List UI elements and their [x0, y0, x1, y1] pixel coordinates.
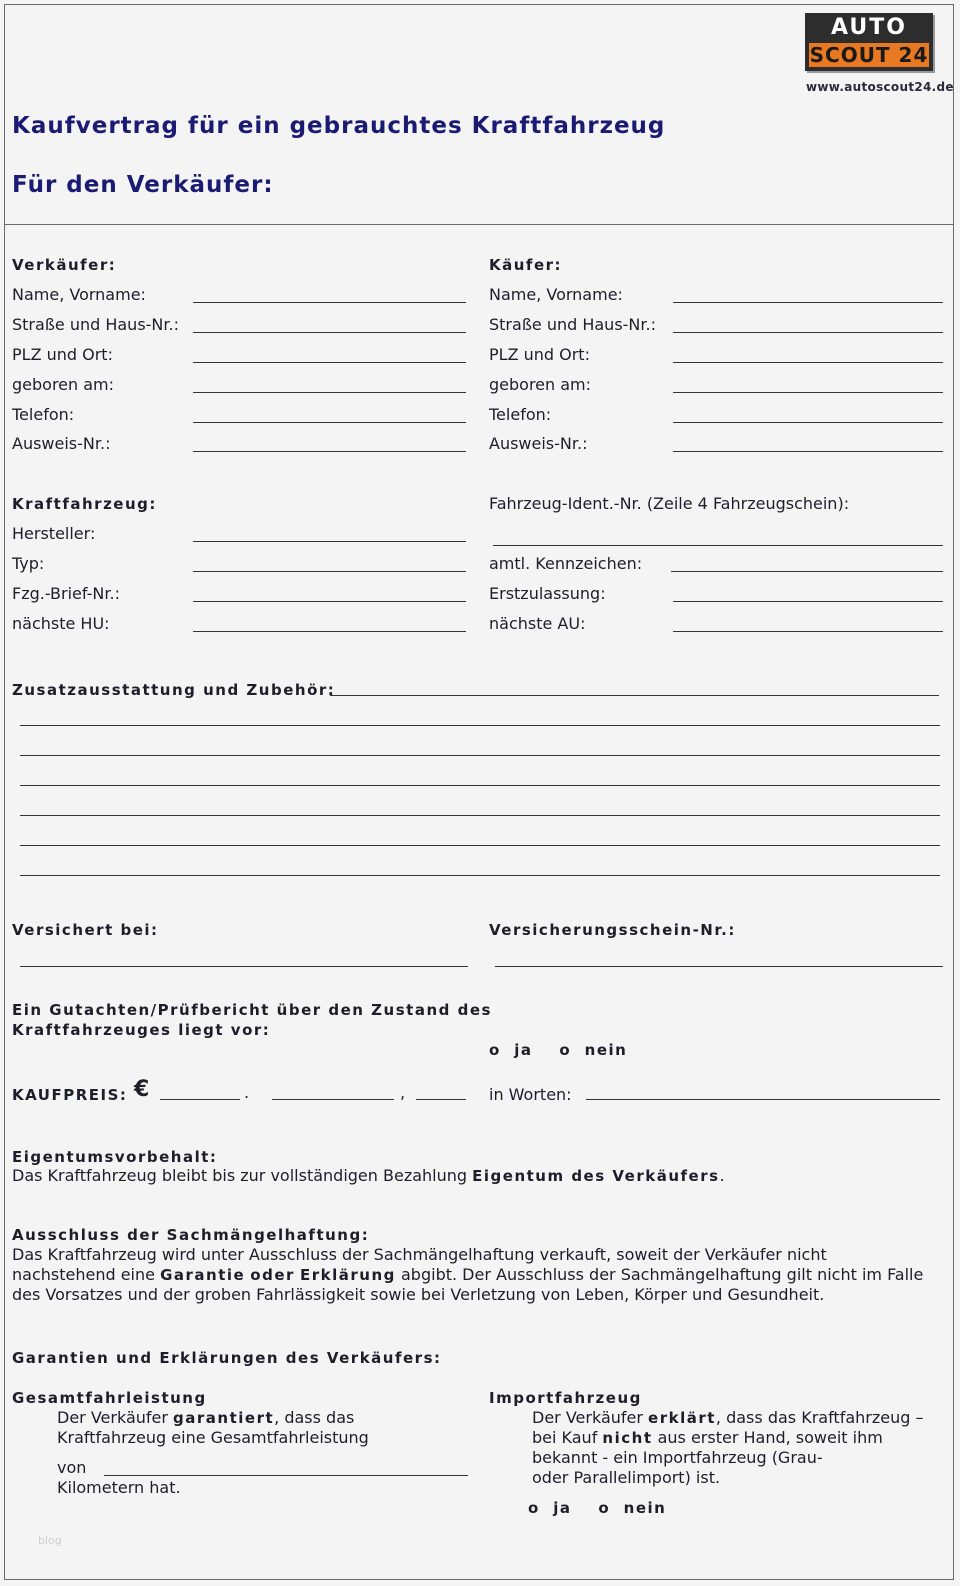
ownership-text-main: Das Kraftfahrzeug bleibt bis zur vollständigen Bezahlung [12, 1166, 468, 1185]
buyer-heading: Käufer: [489, 256, 563, 274]
plate-field[interactable] [671, 571, 943, 572]
ownership-text [12, 1166, 725, 1186]
price-cents-field[interactable] [416, 1099, 466, 1100]
mileage-km-label: Kilometern hat. [57, 1478, 181, 1497]
buyer-id-field[interactable] [673, 451, 943, 452]
report-question-line1: Ein Gutachten/Prüfbericht über den Zustand des [12, 1001, 492, 1019]
first-registration-label: Erstzulassung: [489, 584, 606, 603]
mileage-guaranteed-bold: garantiert [173, 1409, 275, 1427]
manufacturer-label: Hersteller: [12, 524, 96, 543]
seller-city-label: PLZ und Ort: [12, 345, 113, 364]
header-separator [4, 224, 954, 225]
import-yes-no-choice[interactable]: o ja o nein [528, 1499, 667, 1517]
liability-line2-a: nachstehend eine [12, 1265, 155, 1284]
import-declares-bold: erklärt [648, 1409, 716, 1427]
price-dot: . [244, 1083, 250, 1102]
buyer-birth-field[interactable] [673, 392, 943, 393]
report-yes-no-choice[interactable]: o ja o nein [489, 1041, 628, 1059]
liability-declaration-bold: Erklärung [300, 1266, 396, 1284]
seller-street-field[interactable] [193, 332, 466, 333]
next-inspection-field[interactable] [193, 631, 466, 632]
mileage-km-field[interactable] [104, 1475, 468, 1476]
autoscout24-logo [805, 13, 933, 71]
liability-guarantee-bold: Garantie [160, 1266, 246, 1284]
price-label: KAUFPREIS: [12, 1086, 128, 1104]
extras-line[interactable] [20, 755, 940, 756]
liability-line3: des Vorsatzes und der groben Fahrlässigkeit sowie bei Verletzung von Leben, Körper und Gesundheit. [12, 1285, 825, 1304]
vehicle-letter-label: Fzg.-Brief-Nr.: [12, 584, 120, 603]
import-line2-a: bei Kauf [532, 1428, 598, 1447]
import-line1 [532, 1408, 923, 1428]
import-heading: Importfahrzeug [489, 1389, 642, 1407]
price-in-words-field[interactable] [586, 1099, 940, 1100]
buyer-name-label: Name, Vorname: [489, 285, 623, 304]
form-border [4, 4, 954, 1580]
seller-id-field[interactable] [193, 451, 466, 452]
extras-field-line[interactable] [330, 695, 939, 696]
document-subtitle: Für den Verkäufer: [12, 172, 274, 198]
report-question-line2: Kraftfahrzeuges liegt vor: [12, 1021, 271, 1039]
price-amount-field[interactable] [272, 1099, 394, 1100]
buyer-phone-label: Telefon: [489, 405, 552, 424]
seller-id-label: Ausweis-Nr.: [12, 434, 111, 453]
insured-at-field[interactable] [20, 966, 468, 967]
price-thousands-field[interactable] [160, 1099, 240, 1100]
liability-line2 [12, 1265, 923, 1285]
mileage-line2: Kraftfahrzeug eine Gesamtfahrleistung [57, 1428, 369, 1447]
buyer-birth-label: geboren am: [489, 375, 592, 394]
ownership-heading: Eigentumsvorbehalt: [12, 1148, 218, 1166]
seller-name-field[interactable] [193, 302, 466, 303]
seller-heading: Verkäufer: [12, 256, 117, 274]
buyer-street-field[interactable] [673, 332, 943, 333]
first-registration-field[interactable] [673, 601, 943, 602]
seller-name-label: Name, Vorname: [12, 285, 146, 304]
seller-phone-label: Telefon: [12, 405, 75, 424]
liability-or-bold: oder [250, 1266, 295, 1284]
manufacturer-field[interactable] [193, 541, 466, 542]
seller-city-field[interactable] [193, 362, 466, 363]
liability-line1: Das Kraftfahrzeug wird unter Ausschluss der Sachmängelhaftung verkauft, soweit der Verkäufer nicht [12, 1245, 827, 1264]
type-field[interactable] [193, 571, 466, 572]
vin-label: Fahrzeug-Ident.-Nr. (Zeile 4 Fahrzeugschein): [489, 494, 850, 513]
document-title: Kaufvertrag für ein gebrauchtes Kraftfahrzeug [12, 113, 666, 139]
ownership-text-end: . [719, 1166, 725, 1185]
mileage-line1-a: Der Verkäufer [57, 1408, 168, 1427]
buyer-city-label: PLZ und Ort: [489, 345, 590, 364]
import-line3: bekannt - ein Importfahrzeug (Grau- [532, 1448, 823, 1467]
price-comma: , [400, 1083, 406, 1102]
buyer-id-label: Ausweis-Nr.: [489, 434, 588, 453]
mileage-von-label: von [57, 1458, 87, 1477]
import-not-bold: nicht [602, 1429, 653, 1447]
seller-birth-label: geboren am: [12, 375, 115, 394]
seller-birth-field[interactable] [193, 392, 466, 393]
extras-heading: Zusatzausstattung und Zubehör: [12, 681, 336, 699]
buyer-name-field[interactable] [673, 302, 943, 303]
logo-text-scout24: SCOUT 24 [809, 43, 929, 67]
logo-url: www.autoscout24.de [806, 80, 954, 94]
plate-label: amtl. Kennzeichen: [489, 554, 643, 573]
price-in-words-label: in Worten: [489, 1085, 572, 1104]
extras-line[interactable] [20, 785, 940, 786]
extras-line[interactable] [20, 875, 940, 876]
mileage-line1 [57, 1408, 354, 1428]
import-line2-c: aus erster Hand, soweit ihm [657, 1428, 883, 1447]
policy-number-field[interactable] [495, 966, 943, 967]
buyer-city-field[interactable] [673, 362, 943, 363]
liability-line2-d: abgibt. Der Ausschluss der Sachmängelhaftung gilt nicht im Falle [401, 1265, 924, 1284]
import-line1-a: Der Verkäufer [532, 1408, 643, 1427]
import-line4: oder Parallelimport) ist. [532, 1468, 721, 1487]
import-line1-c: , dass das Kraftfahrzeug – [715, 1408, 924, 1427]
ownership-text-bold: Eigentum des Verkäufers [472, 1167, 720, 1185]
vin-field[interactable] [493, 545, 943, 546]
euro-sign: € [134, 1077, 150, 1102]
extras-line[interactable] [20, 845, 940, 846]
next-emissions-field[interactable] [673, 631, 943, 632]
vehicle-heading: Kraftfahrzeug: [12, 495, 157, 513]
mileage-line1-c: , dass das [274, 1408, 355, 1427]
guarantees-heading: Garantien und Erklärungen des Verkäufers: [12, 1349, 442, 1367]
import-line2 [532, 1428, 883, 1448]
policy-number-label: Versicherungsschein-Nr.: [489, 921, 736, 939]
liability-heading: Ausschluss der Sachmängelhaftung: [12, 1226, 370, 1244]
seller-street-label: Straße und Haus-Nr.: [12, 315, 179, 334]
insured-at-label: Versichert bei: [12, 921, 159, 939]
next-inspection-label: nächste HU: [12, 614, 110, 633]
logo-text-auto: AUTO [831, 15, 907, 40]
next-emissions-label: nächste AU: [489, 614, 586, 633]
mileage-heading: Gesamtfahrleistung [12, 1389, 207, 1407]
watermark: blog [38, 1534, 62, 1547]
extras-line[interactable] [20, 725, 940, 726]
vehicle-letter-field[interactable] [193, 601, 466, 602]
buyer-phone-field[interactable] [673, 422, 943, 423]
seller-phone-field[interactable] [193, 422, 466, 423]
extras-line[interactable] [20, 815, 940, 816]
type-label: Typ: [12, 554, 45, 573]
buyer-street-label: Straße und Haus-Nr.: [489, 315, 656, 334]
